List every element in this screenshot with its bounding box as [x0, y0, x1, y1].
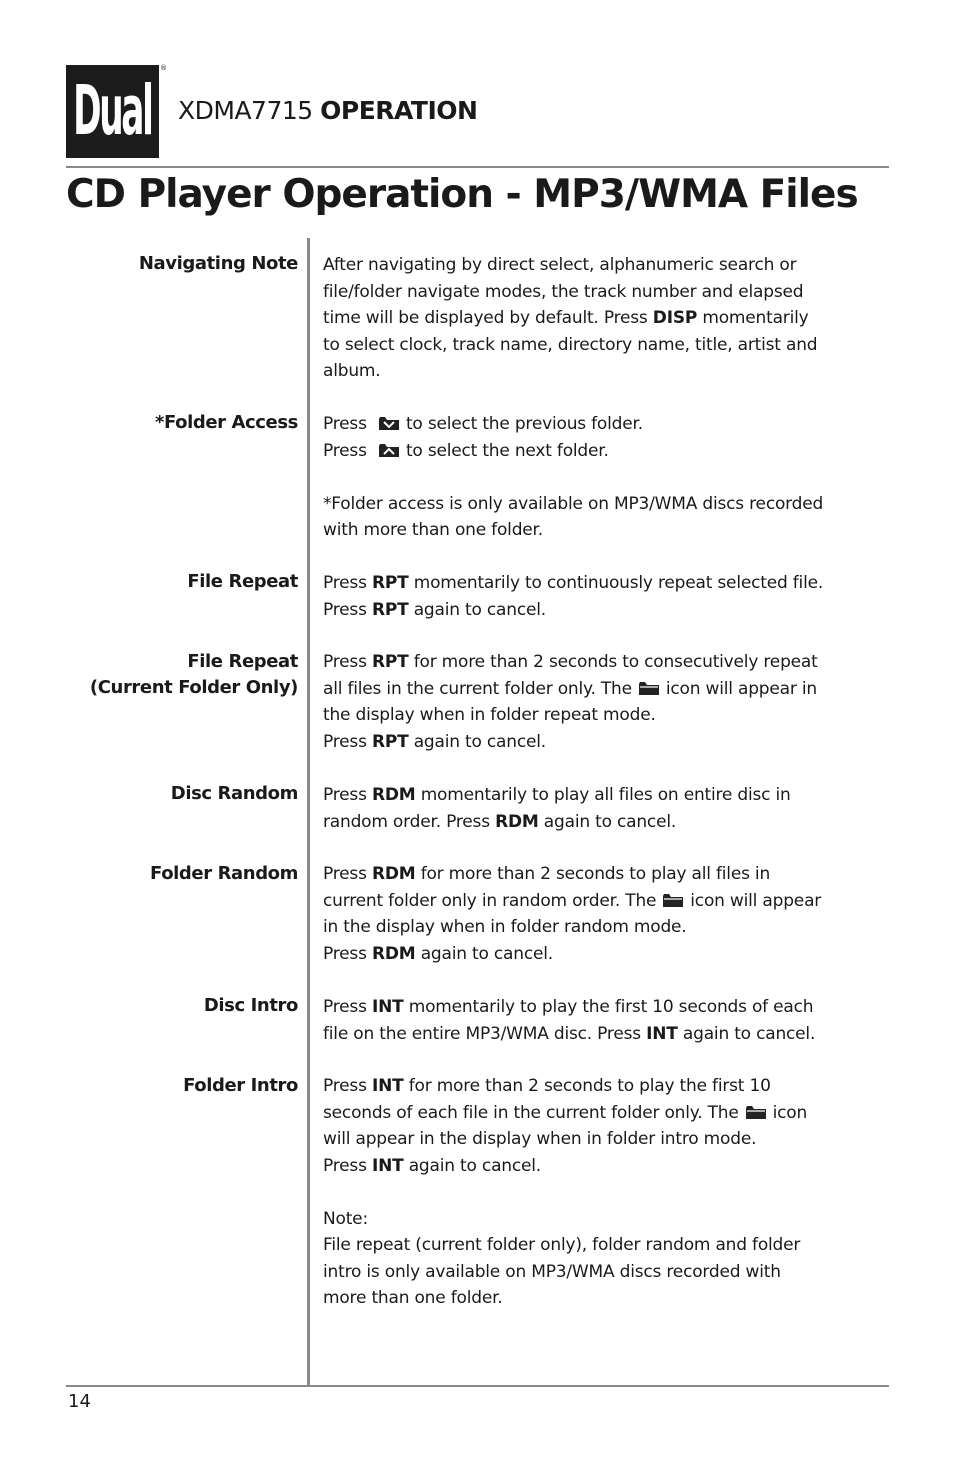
rdm-button-name: RDM [371, 864, 416, 884]
text-line: more than one folder. [323, 1288, 503, 1308]
int-button-name: INT [371, 1155, 404, 1176]
label-disc-random: Disc Random [170, 783, 298, 804]
note-title: Note: [323, 1208, 368, 1229]
text-line: Press INT for more than 2 seconds to play the first 10 [323, 1076, 771, 1096]
text-line: Press RPT again to cancel. [323, 731, 546, 752]
text-line: all files in the current folder only. The icon will appear in [323, 678, 817, 699]
body-disc-intro [323, 994, 888, 1047]
text-line: Press RPT for more than 2 seconds to consecutively repeat [323, 652, 818, 672]
text-line: Press INT momentarily to play the first 10 seconds of each [323, 997, 814, 1017]
label-navigating-note: Navigating Note [138, 253, 298, 274]
page-number: 14 [68, 1391, 91, 1412]
body-folder-random [323, 861, 888, 967]
text-line: Press INT again to cancel. [323, 1155, 541, 1176]
header-divider [66, 166, 889, 168]
folder-down-icon [378, 416, 400, 431]
text-line: seconds of each file in the current folder only. The icon [323, 1102, 808, 1123]
folder-up-icon [378, 443, 400, 458]
text-line: Press RDM momentarily to play all files on entire disc in [323, 785, 791, 805]
text-line: Press RPT again to cancel. [323, 599, 546, 620]
label-disc-intro: Disc Intro [203, 995, 298, 1016]
label-folder-access: *Folder Access [154, 412, 298, 433]
int-button-name: INT [371, 1076, 404, 1096]
footer-divider [66, 1385, 889, 1387]
text-line: After navigating by direct select, alphanumeric search or [323, 255, 797, 275]
rdm-button-name: RDM [371, 785, 416, 805]
page-title: CD Player Operation - MP3/WMA Files [66, 172, 858, 217]
operation-label: OPERATION [320, 96, 478, 125]
text-line: file on the entire MP3/WMA disc. Press INT again to cancel. [323, 1023, 816, 1044]
text-line: to select clock, track name, directory name, title, artist and [323, 334, 818, 355]
folder-icon [638, 681, 660, 696]
int-button-name: INT [371, 997, 404, 1017]
body-disc-random [323, 782, 888, 835]
folder-icon [662, 893, 684, 908]
text-line: intro is only available on MP3/WMA discs recorded with [323, 1261, 781, 1282]
text-line: Press to select the previous folder. [323, 414, 643, 434]
rpt-button-name: RPT [371, 731, 409, 752]
text-line: Press RDM again to cancel. [323, 943, 553, 964]
text-line: in the display when in folder random mode. [323, 917, 687, 937]
text-line: time will be displayed by default. Press DISP momentarily [323, 308, 809, 328]
rpt-button-name: RPT [371, 599, 409, 620]
body-folder-intro [323, 1073, 888, 1312]
body-folder-access [323, 411, 888, 544]
text-line: with more than one folder. [323, 520, 543, 540]
dual-logo: Dual [66, 65, 159, 158]
label-folder-random: Folder Random [150, 863, 298, 884]
text-line: will appear in the display when in folder intro mode. [323, 1129, 757, 1149]
text-line: current folder only in random order. The icon will appear [323, 890, 822, 911]
text-line: Press RPT momentarily to continuously repeat selected file. [323, 573, 824, 593]
text-line: random order. Press RDM again to cancel. [323, 811, 677, 832]
body-file-repeat [323, 570, 888, 623]
text-line: Press to select the next folder. [323, 440, 609, 461]
disp-button-name: DISP [652, 308, 698, 328]
rpt-button-name: RPT [371, 652, 409, 672]
rdm-button-name: RDM [495, 811, 539, 832]
rdm-button-name: RDM [371, 943, 416, 964]
label-file-repeat: File Repeat [187, 571, 298, 592]
int-button-name: INT [646, 1023, 678, 1044]
text-line: Press RDM for more than 2 seconds to play all files in [323, 864, 771, 884]
text-line: File repeat (current folder only), folder random and folder [323, 1235, 801, 1255]
folder-icon [745, 1105, 767, 1120]
body-navigating-note [323, 252, 888, 385]
text-line: *Folder access is only available on MP3/WMA discs recorded [323, 493, 824, 514]
text-line: album. [323, 361, 381, 381]
blank-line [323, 464, 888, 491]
registered-mark: ® [160, 64, 167, 72]
body-file-repeat-folder [323, 649, 888, 755]
column-divider [307, 238, 310, 1386]
header-title [178, 96, 477, 125]
rpt-button-name: RPT [371, 573, 409, 593]
model-number: XDMA7715 [178, 96, 313, 125]
text-line: file/folder navigate modes, the track number and elapsed [323, 281, 804, 302]
label-folder-intro: Folder Intro [183, 1075, 298, 1096]
blank-line [323, 1179, 888, 1206]
text-line: the display when in folder repeat mode. [323, 705, 656, 725]
label-file-repeat-folder: File Repeat (Current Folder Only) [89, 651, 298, 698]
